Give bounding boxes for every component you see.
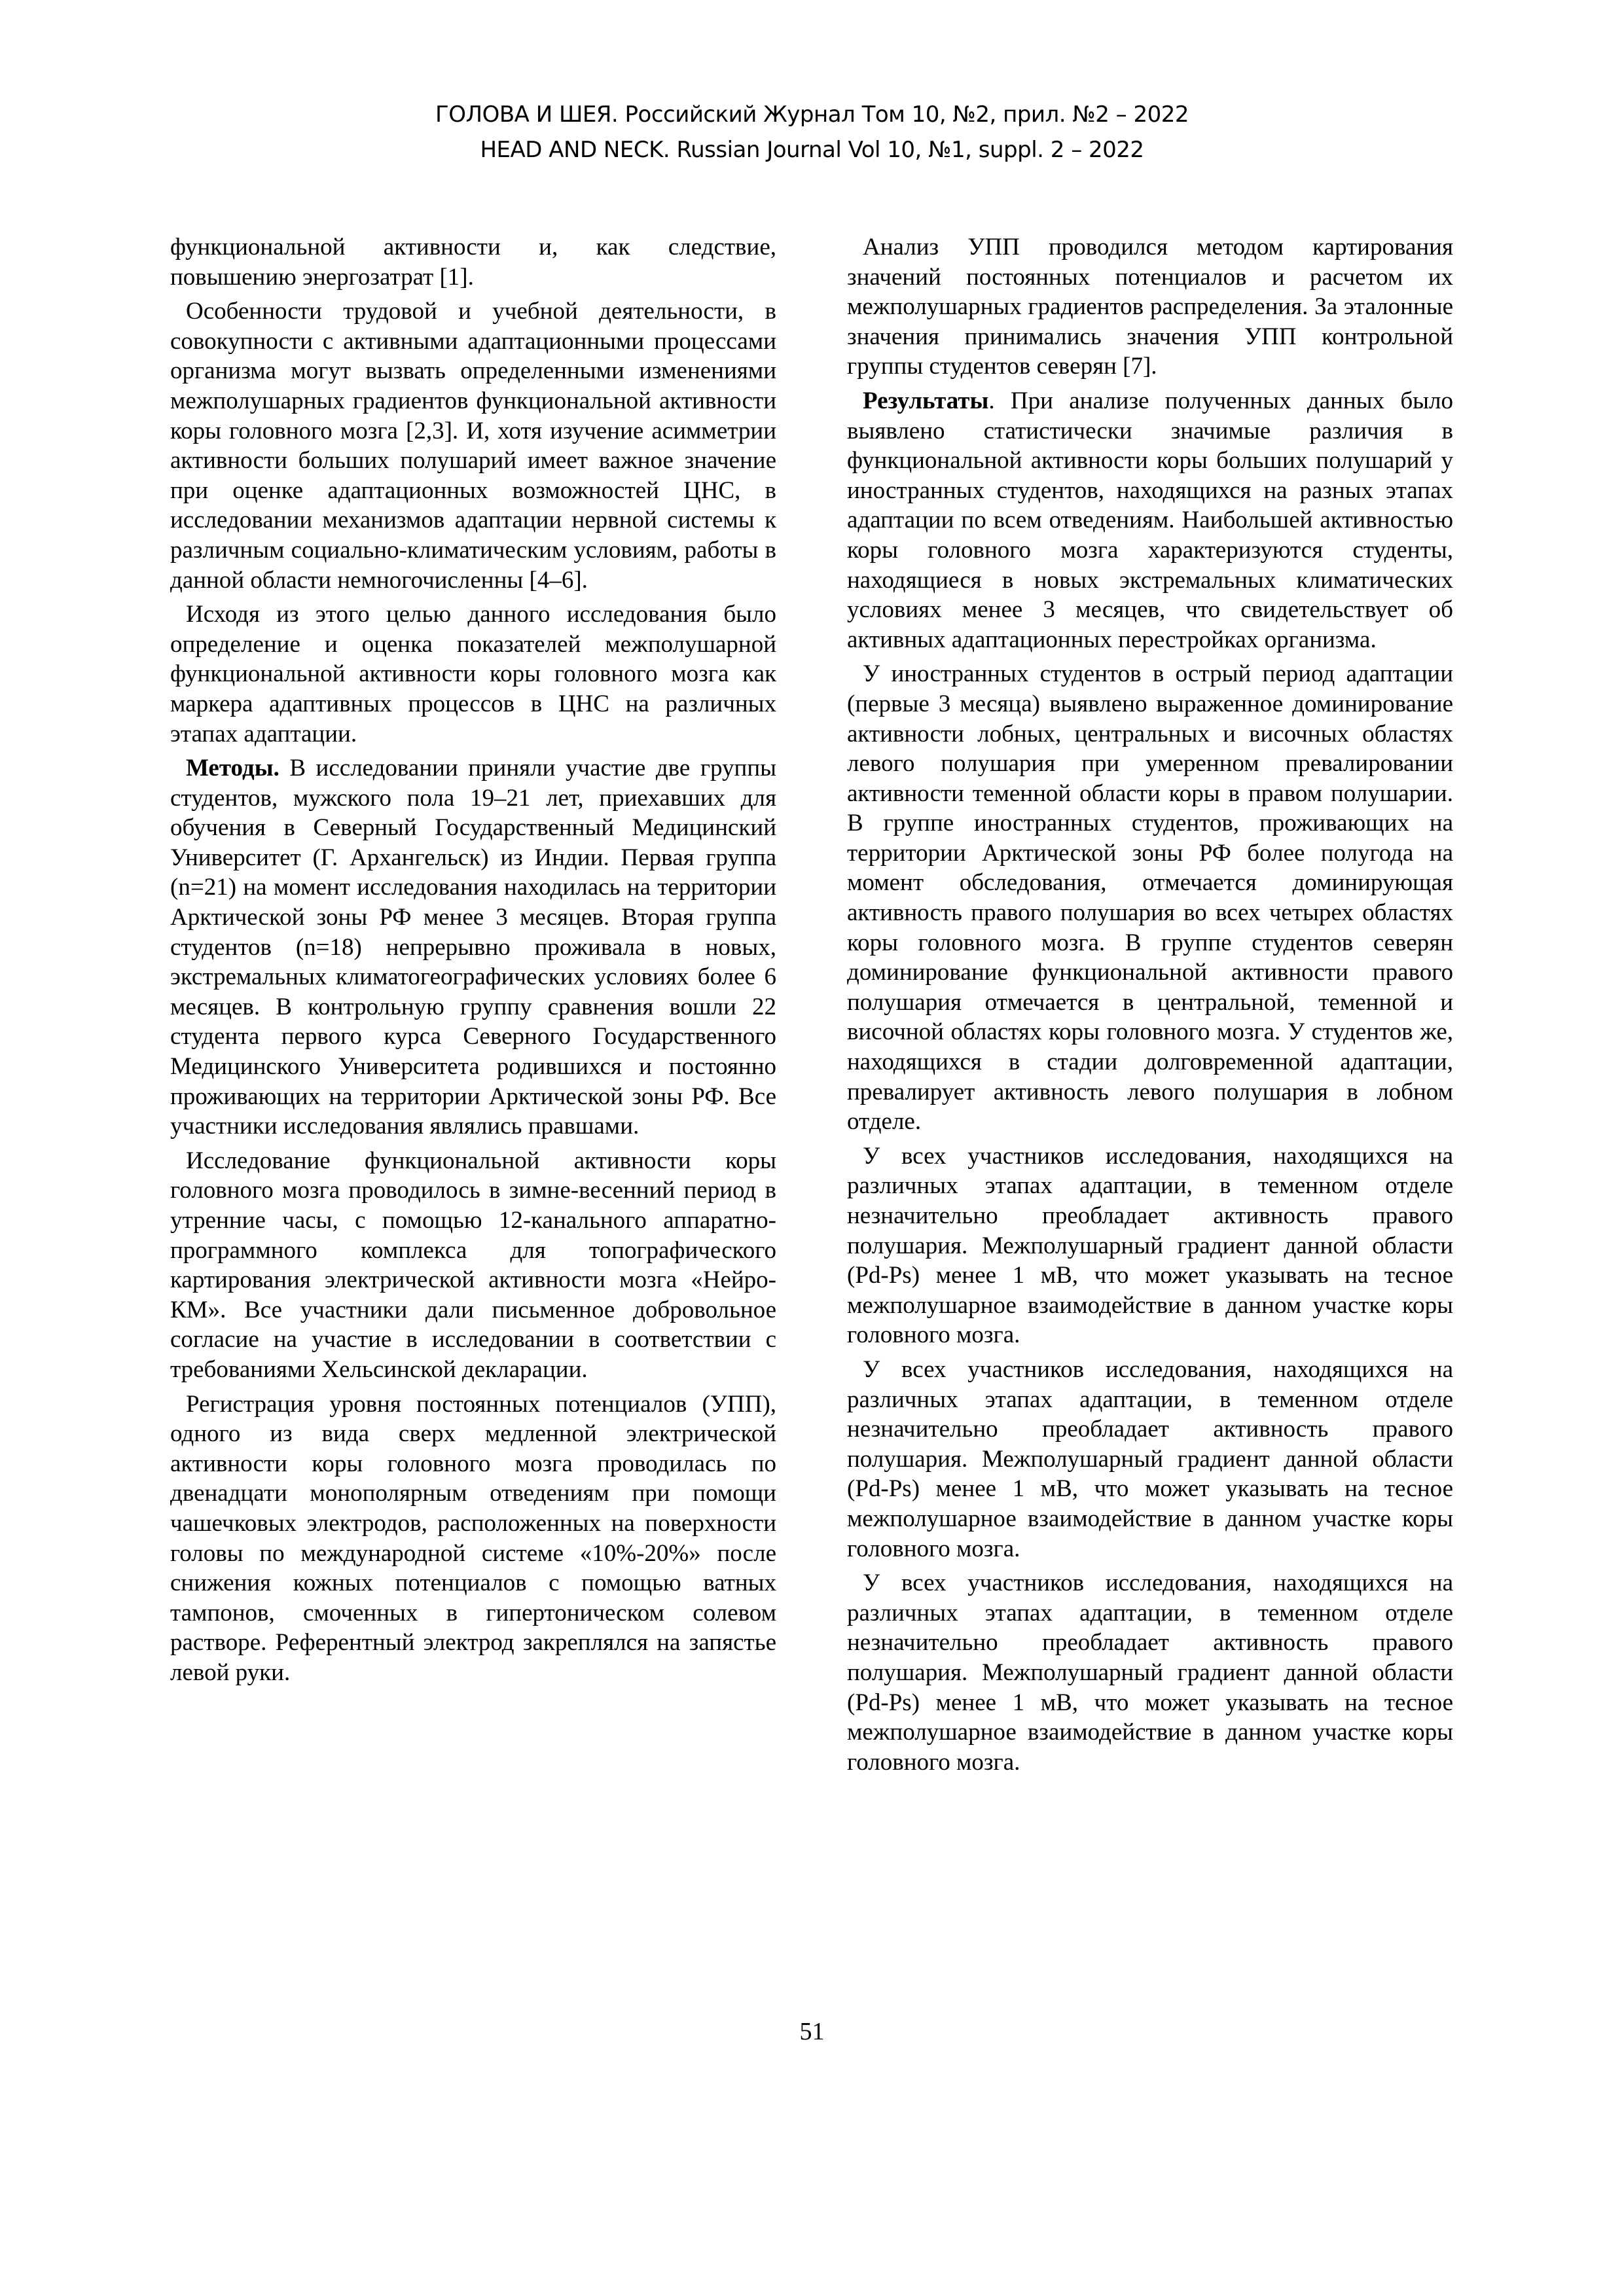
left-column [170, 232, 776, 1693]
paragraph-analysis: Анализ УПП проводился методом картирования значений постоянных потенциалов и расчетом их межполушарных градиентов распределения. За эталонные значения принимались значения УПП контрольной группы студентов северян [7]. [847, 234, 1453, 380]
results-heading: Результаты [863, 387, 989, 414]
paragraph-results [847, 386, 1453, 655]
paragraph-registration: Регистрация уровня постоянных потенциалов (УПП), одного из вида сверх медленной электрической активности коры головного мозга проводилась по двенадцати монополярным отведениям при помощи чашечковых электродов, расположенных на поверхности головы по международной системе «10%-20%» после снижения кожных потенциалов с помощью ватных тампонов, смоченных в гипертоническом солевом растворе. Референтный электрод закреплялся на запястье левой руки. [170, 1390, 776, 1686]
paragraph-parietal-2: У всех участников исследования, находящихся на различных этапах адаптации, в теменном отделе незначительно преобладает активность правого полушария. Межполушарный градиент данной области (Pd-Ps) менее 1 мВ, что может указывать на тесное межполушарное взаимодействие в данном участке коры головного мозга. [847, 1355, 1453, 1562]
paragraph-foreign-students: У иностранных студентов в острый период адаптации (первые 3 месяца) выявлено выраженное доминирование активности лобных, центральных и височных областях левого полушария при умеренном превалировании активности теменной области коры в правом полушарии. В группе иностранных студентов, проживающих на территории Арктической зоны РФ более полугода на момент обследования, отмечается доминирующая активность правого полушария во всех четырех областях коры головного мозга. В группе студентов северян доминирование функциональной активности правого полушария отмечается в центральной, теменной и височной областях коры головного мозга. У студентов же, находящихся в стадии долговременной адаптации, превалирует активность левого полушария в лобном отделе. [847, 660, 1453, 1136]
methods-heading: Методы. [186, 755, 280, 782]
right-column [847, 232, 1453, 1782]
paragraph-methods [170, 753, 776, 1141]
paragraph-continued: функциональной активности и, как следствие, повышению энергозатрат [1]. [170, 234, 776, 291]
paragraph-background: Особенности трудовой и учебной деятельности, в совокупности с активными адаптационными процессами организма могут вызвать определенными изменениями межполушарных градиентов функциональной активности коры головного мозга [2,3]. И, хотя изучение асимметрии активности больших полушарий имеет важное значение при оценке адаптационных возможностей ЦНС, в исследовании механизмов адаптации нервной системы к различным социально-климатическим условиям, работы в данной области немногочисленны [4–6]. [170, 298, 776, 594]
paragraph-parietal-1: У всех участников исследования, находящихся на различных этапах адаптации, в теменном отделе незначительно преобладает активность правого полушария. Межполушарный градиент данной области (Pd-Ps) менее 1 мВ, что может указывать на тесное межполушарное взаимодействие в данном участке коры головного мозга. [847, 1142, 1453, 1349]
methods-text: В исследовании приняли участие две группы студентов, мужского пола 19–21 лет, приехавших для обучения в Северный Государственный Медицинский Университет (Г. Архангельск) из Индии. Первая группа (n=21) на момент исследования находилась на территории Арктической зоны РФ менее 3 месяцев. Вторая группа студентов (n=18) непрерывно проживала в новых, экстремальных климатогеографических условиях более 6 месяцев. В контрольную группу сравнения вошли 22 студента первого курса Северного Государственного Медицинского Университета родившихся и постоянно проживающих на территории Арктической зоны РФ. Все участники исследования являлись правшами. [170, 755, 776, 1140]
journal-title-en: HEAD AND NECK. Russian Journal Vol 10, №1, suppl. 2 – 2022 [480, 137, 1144, 163]
page-number: 51 [799, 2018, 825, 2045]
paragraph-aim: Исходя из этого целью данного исследования было определение и оценка показателей межполушарной функциональной активности коры головного мозга как маркера адаптивных процессов в ЦНС на различных этапах адаптации. [170, 601, 776, 747]
paragraph-parietal-3: У всех участников исследования, находящихся на различных этапах адаптации, в теменном отделе незначительно преобладает активность правого полушария. Межполушарный градиент данной области (Pd-Ps) менее 1 мВ, что может указывать на тесное межполушарное взаимодействие в данном участке коры головного мозга. [847, 1570, 1453, 1776]
results-text: . При анализе полученных данных было выявлено статистически значимые различия в функциональной активности коры больших полушарий у иностранных студентов, находящихся на разных этапах адаптации по всем отведениям. Наибольшей активностью коры головного мозга характеризуются студенты, находящиеся в новых экстремальных климатических условиях менее 3 месяцев, что свидетельствует об активных адаптационных перестройках организма. [847, 387, 1453, 653]
running-header [0, 97, 1624, 168]
paragraph-procedure: Исследование функциональной активности коры головного мозга проводилось в зимне-весенний период в утренние часы, с помощью 12-канального аппаратно-программного комплекса для топографического картирования электрической активности мозга «Нейро-КМ». Все участники дали письменное добровольное согласие на участие в исследовании в соответствии с требованиями Хельсинской декларации. [170, 1147, 776, 1383]
journal-title-ru: ГОЛОВА И ШЕЯ. Российский Журнал Том 10, №2, прил. №2 – 2022 [435, 101, 1189, 128]
